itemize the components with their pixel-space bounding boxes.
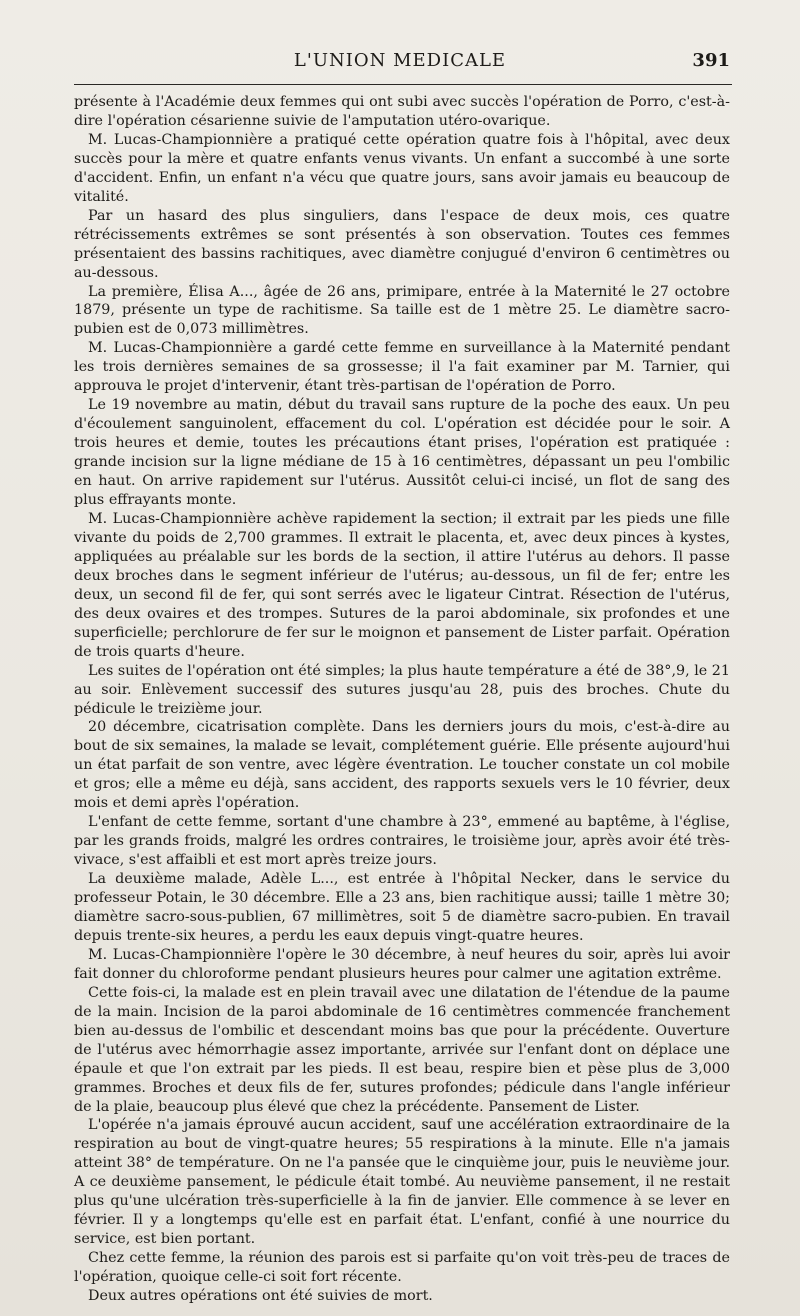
page-header	[70, 50, 730, 76]
paragraph: Chez cette femme, la réunion des parois est si parfaite qu'on voit très-peu de traces de l'opération, quoique celle-ci soit fort récente.	[74, 1250, 730, 1286]
paragraph: M. Lucas-Championnière a gardé cette femme en surveillance à la Maternité pendant les trois dernières semaines de sa grossesse; il l'a fait examiner par M. Tarnier, qui approuva le projet d'intervenir, étant très-partisan de l'opération de Porro.	[74, 340, 730, 395]
paragraph: La deuxième malade, Adèle L..., est entrée à l'hôpital Necker, dans le service du professeur Potain, le 30 décembre. Elle a 23 ans, bien rachitique aussi; taille 1 mètre 30; diamètre sacro-sous-publien, 67 millimètres, soit 5 de diamètre sacro-pubien. En travail depuis trente-six heures, a perdu les eaux depuis vingt-quatre heures.	[74, 871, 730, 944]
page-number: 391	[692, 50, 730, 71]
paragraph: M. Lucas-Championnière a pratiqué cette opération quatre fois à l'hôpital, avec deux succès pour la mère et quatre enfants venus vivants. Un enfant a succombé à une sorte d'accident. Enfin, un enfant n'a vécu que quatre jours, sans avoir jamais eu beaucoup de vitalité.	[74, 131, 730, 205]
paragraph: L'opérée n'a jamais éprouvé aucun accident, sauf une accélération extraordinaire de la respiration au bout de vingt-quatre heures; 55 respirations à la minute. Elle n'a jamais atteint 38° de température. On ne l'a pansée que le cinquième jour, puis le neuvième jour. A ce deuxième pansement, le pédicule était tombé. Au neuvième pansement, il ne restait plus qu'une ulcération très-superficielle à la fin de janvier. Elle commence à se lever en février. Il y a longtemps qu'elle est en parfait état. L'enfant, confié à une nourrice du service, est bien portant.	[74, 1117, 730, 1248]
paragraph: Deux autres opérations ont été suivies de mort.	[88, 1288, 433, 1305]
paragraph: présente à l'Académie deux femmes qui ont subi avec succès l'opération de Porro, c'est-à-dire l'opération césarienne suivie de l'amputation utéro-ovarique.	[74, 94, 730, 129]
paragraph: M. Lucas-Championnière l'opère le 30 décembre, à neuf heures du soir, après lui avoir fait donner du chloroforme pendant plusieurs heures pour calmer une agitation extrême.	[74, 946, 730, 982]
body-text	[74, 93, 730, 1306]
paragraph: 20 décembre, cicatrisation complète. Dans les derniers jours du mois, c'est-à-dire au bout de six semaines, la malade se levait, complétement guérie. Elle présente aujourd'hui un état parfait de son ventre, avec légère éventration. Le toucher constate un col mobile et gros; elle a même eu déjà, sans accident, des rapports sexuels vers le 10 février, deux mois et demi après l'opération.	[74, 719, 730, 812]
running-title: L'UNION MEDICALE	[293, 50, 507, 71]
header-rule	[74, 84, 732, 85]
paragraph: La première, Élisa A..., âgée de 26 ans, primipare, entrée à la Maternité le 27 octobre 1879, présente un type de rachitisme. Sa taille est de 1 mètre 25. Le diamètre sacro-pubien est de 0,073 millimètres.	[74, 283, 730, 338]
paragraph: Par un hasard des plus singuliers, dans l'espace de deux mois, ces quatre rétrécissements extrêmes se sont présentés à son observation. Toutes ces femmes présentaient des bassins rachitiques, avec diamètre conjugué d'environ 6 centimètres ou au-dessous.	[74, 207, 730, 281]
paragraph: M. Lucas-Championnière achève rapidement la section; il extrait par les pieds une fille vivante du poids de 2,700 grammes. Il extrait le placenta, et, avec deux pinces à kystes, appliquées au préalable sur les bords de la section, il attire l'utérus au dehors. Il passe deux broches dans le segment inférieur de l'utérus; au-dessous, un fil de fer; entre les deux, un second fil de fer, qui sont serrés avec le ligateur Cintrat. Résection de l'utérus, des deux ovaires et des trompes. Sutures de la paroi abdominale, six profondes et une superficielle; perchlorure de fer sur le moignon et pansement de Lister parfait. Opération de trois quarts d'heure.	[74, 510, 730, 660]
paragraph: Le 19 novembre au matin, début du travail sans rupture de la poche des eaux. Un peu d'écoulement sanguinolent, effacement du col. L'opération est décidée pour le soir. A trois heures et demie, toutes les précautions étant prises, l'opération est pratiquée : grande incision sur la ligne médiane de 15 à 16 centimètres, dépassant un peu l'ombilic en haut. On arrive rapidement sur l'utérus. Aussitôt celui-ci incisé, un flot de sang des plus effrayants monte.	[74, 397, 730, 509]
paragraph: Cette fois-ci, la malade est en plein travail avec une dilatation de l'étendue de la paume de la main. Incision de la paroi abdominale de 16 centimètres commencée franchement bien au-dessus de l'ombilic et descendant moins bas que pour la précédente. Ouverture de l'utérus avec hémorrhagie assez importante, arrivée sur l'enfant dont on déplace une épaule et que l'on extrait par les pieds. Il est beau, respire bien et pèse plus de 3,000 grammes. Broches et deux fils de fer, sutures profondes; pédicule dans l'angle inférieur de la plaie, beaucoup plus élevé que chez la précédente. Pansement de Lister.	[74, 984, 730, 1115]
paragraph: Les suites de l'opération ont été simples; la plus haute température a été de 38°,9, le 21 au soir. Enlèvement successif des sutures jusqu'au 28, puis des broches. Chute du pédicule le treizième jour.	[74, 662, 730, 717]
paragraph: L'enfant de cette femme, sortant d'une chambre à 23°, emmené au baptême, à l'église, par les grands froids, malgré les ordres contraires, le troisième jour, après avoir été très-vivace, s'est affaibli et est mort après treize jours.	[74, 814, 730, 869]
